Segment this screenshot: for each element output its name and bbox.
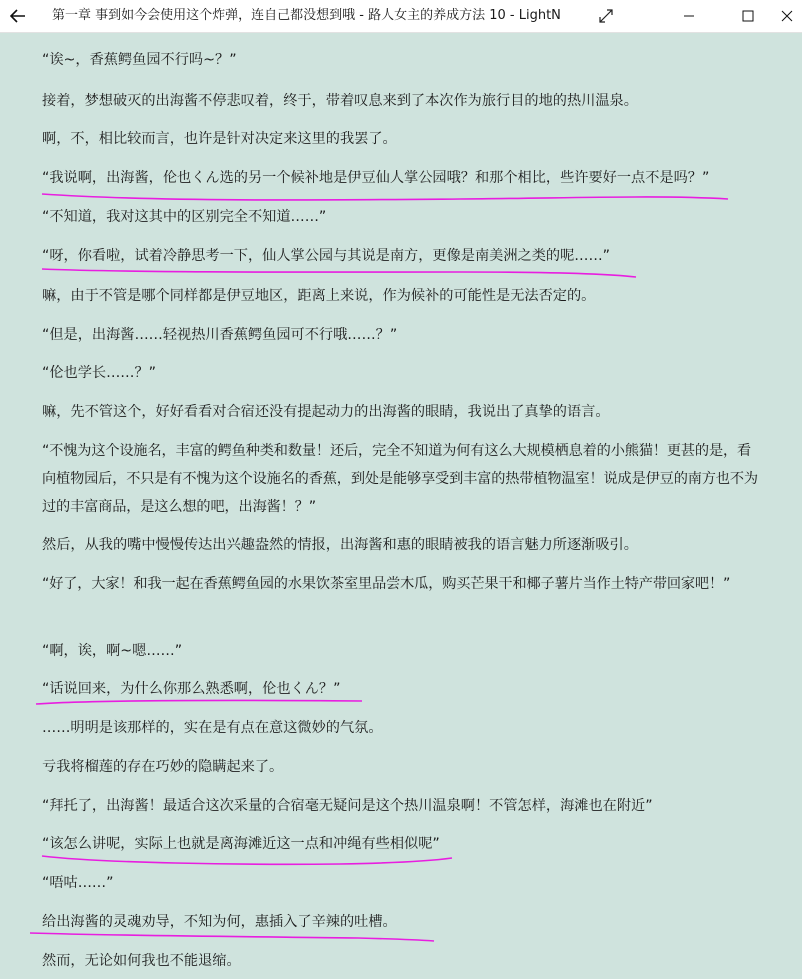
paragraph: 嘛，先不管这个，好好看看对合宿还没有提起动力的出海酱的眼睛，我说出了真挚的语言。 xyxy=(42,404,610,420)
paragraph: “好了，大家！和我一起在香蕉鳄鱼园的水果饮茶室里品尝木瓜，购买芒果干和椰子薯片当作土特产带回家吧！” xyxy=(42,576,731,592)
minimize-icon xyxy=(683,10,695,22)
paragraph-highlighted: “话说回来，为什么你那么熟悉啊，伦也くん？” xyxy=(42,681,341,697)
expand-button[interactable] xyxy=(594,0,618,32)
minimize-button[interactable] xyxy=(666,0,712,32)
maximize-button[interactable] xyxy=(725,0,771,32)
paragraph: “啊，诶，啊~嗯……” xyxy=(42,643,183,659)
paragraph: 啊，不，相比较而言，也许是针对决定来这里的我罢了。 xyxy=(42,131,397,147)
paragraph-highlighted: 给出海酱的灵魂劝导，不知为何，惠插入了辛辣的吐槽。 xyxy=(42,914,397,930)
paragraph: “但是，出海酱……轻视热川香蕉鳄鱼园可不行哦……？” xyxy=(42,327,398,343)
paragraph: “不知道，我对这其中的区别完全不知道……” xyxy=(42,209,327,225)
paragraph-highlighted: “呀，你看啦，试着冷静思考一下，仙人掌公园与其说是南方，更像是南美洲之类的呢……” xyxy=(42,248,611,264)
paragraph: 嘛，由于不管是哪个同样都是伊豆地区，距离上来说，作为候补的可能性是无法否定的。 xyxy=(42,288,596,304)
close-button[interactable] xyxy=(772,0,802,32)
paragraph: 亏我将榴莲的存在巧妙的隐瞒起来了。 xyxy=(42,759,284,775)
expand-diagonal-icon xyxy=(599,9,613,23)
title-bar xyxy=(0,0,802,33)
paragraph: 然后，从我的嘴中慢慢传达出兴趣盎然的情报，出海酱和惠的眼睛被我的语言魅力所逐渐吸引。 xyxy=(42,537,638,553)
paragraph: “伦也学长……？” xyxy=(42,365,157,381)
paragraph: “不愧为这个设施名，丰富的鳄鱼种类和数量！还后，完全不知道为何有这么大规模栖息着的小熊猫！更甚的是，看向植物园后，不只是有不愧为这个设施名的香蕉，到处是能够享受到丰富的热带植物温室！说成是伊豆的南方也不为过的丰富商品，是这么想的吧，出海酱！？” xyxy=(42,443,758,515)
paragraph-highlighted: “我说啊，出海酱，伦也くん选的另一个候补地是伊豆仙人掌公园哦？和那个相比，些许要好一点不是吗？” xyxy=(42,170,710,186)
paragraph: “拜托了，出海酱！最适合这次采量的合宿毫无疑问是这个热川温泉啊！不管怎样，海滩也在附近” xyxy=(42,798,653,814)
paragraph: “诶~，香蕉鳄鱼园不行吗~？” xyxy=(42,52,237,68)
window-title: 第一章 事到如今会使用这个炸弹，连自己都没想到哦 - 路人女主的养成方法 10 - LightN xyxy=(52,8,561,23)
paragraph: ……明明是该那样的，实在是有点在意这微妙的气氛。 xyxy=(42,720,383,736)
back-button[interactable] xyxy=(0,0,36,32)
paragraph: 接着，梦想破灭的出海酱不停悲叹着，终于，带着叹息来到了本次作为旅行目的地的热川温泉。 xyxy=(42,93,638,109)
reader-content[interactable] xyxy=(0,33,802,979)
paragraph: 然而，无论如何我也不能退缩。 xyxy=(42,953,241,969)
paragraph: “唔咕……” xyxy=(42,875,114,891)
maximize-icon xyxy=(742,10,754,22)
close-icon xyxy=(781,10,793,22)
arrow-left-icon xyxy=(10,9,26,23)
paragraph-highlighted: “该怎么讲呢，实际上也就是离海滩近这一点和冲绳有些相似呢” xyxy=(42,836,440,852)
